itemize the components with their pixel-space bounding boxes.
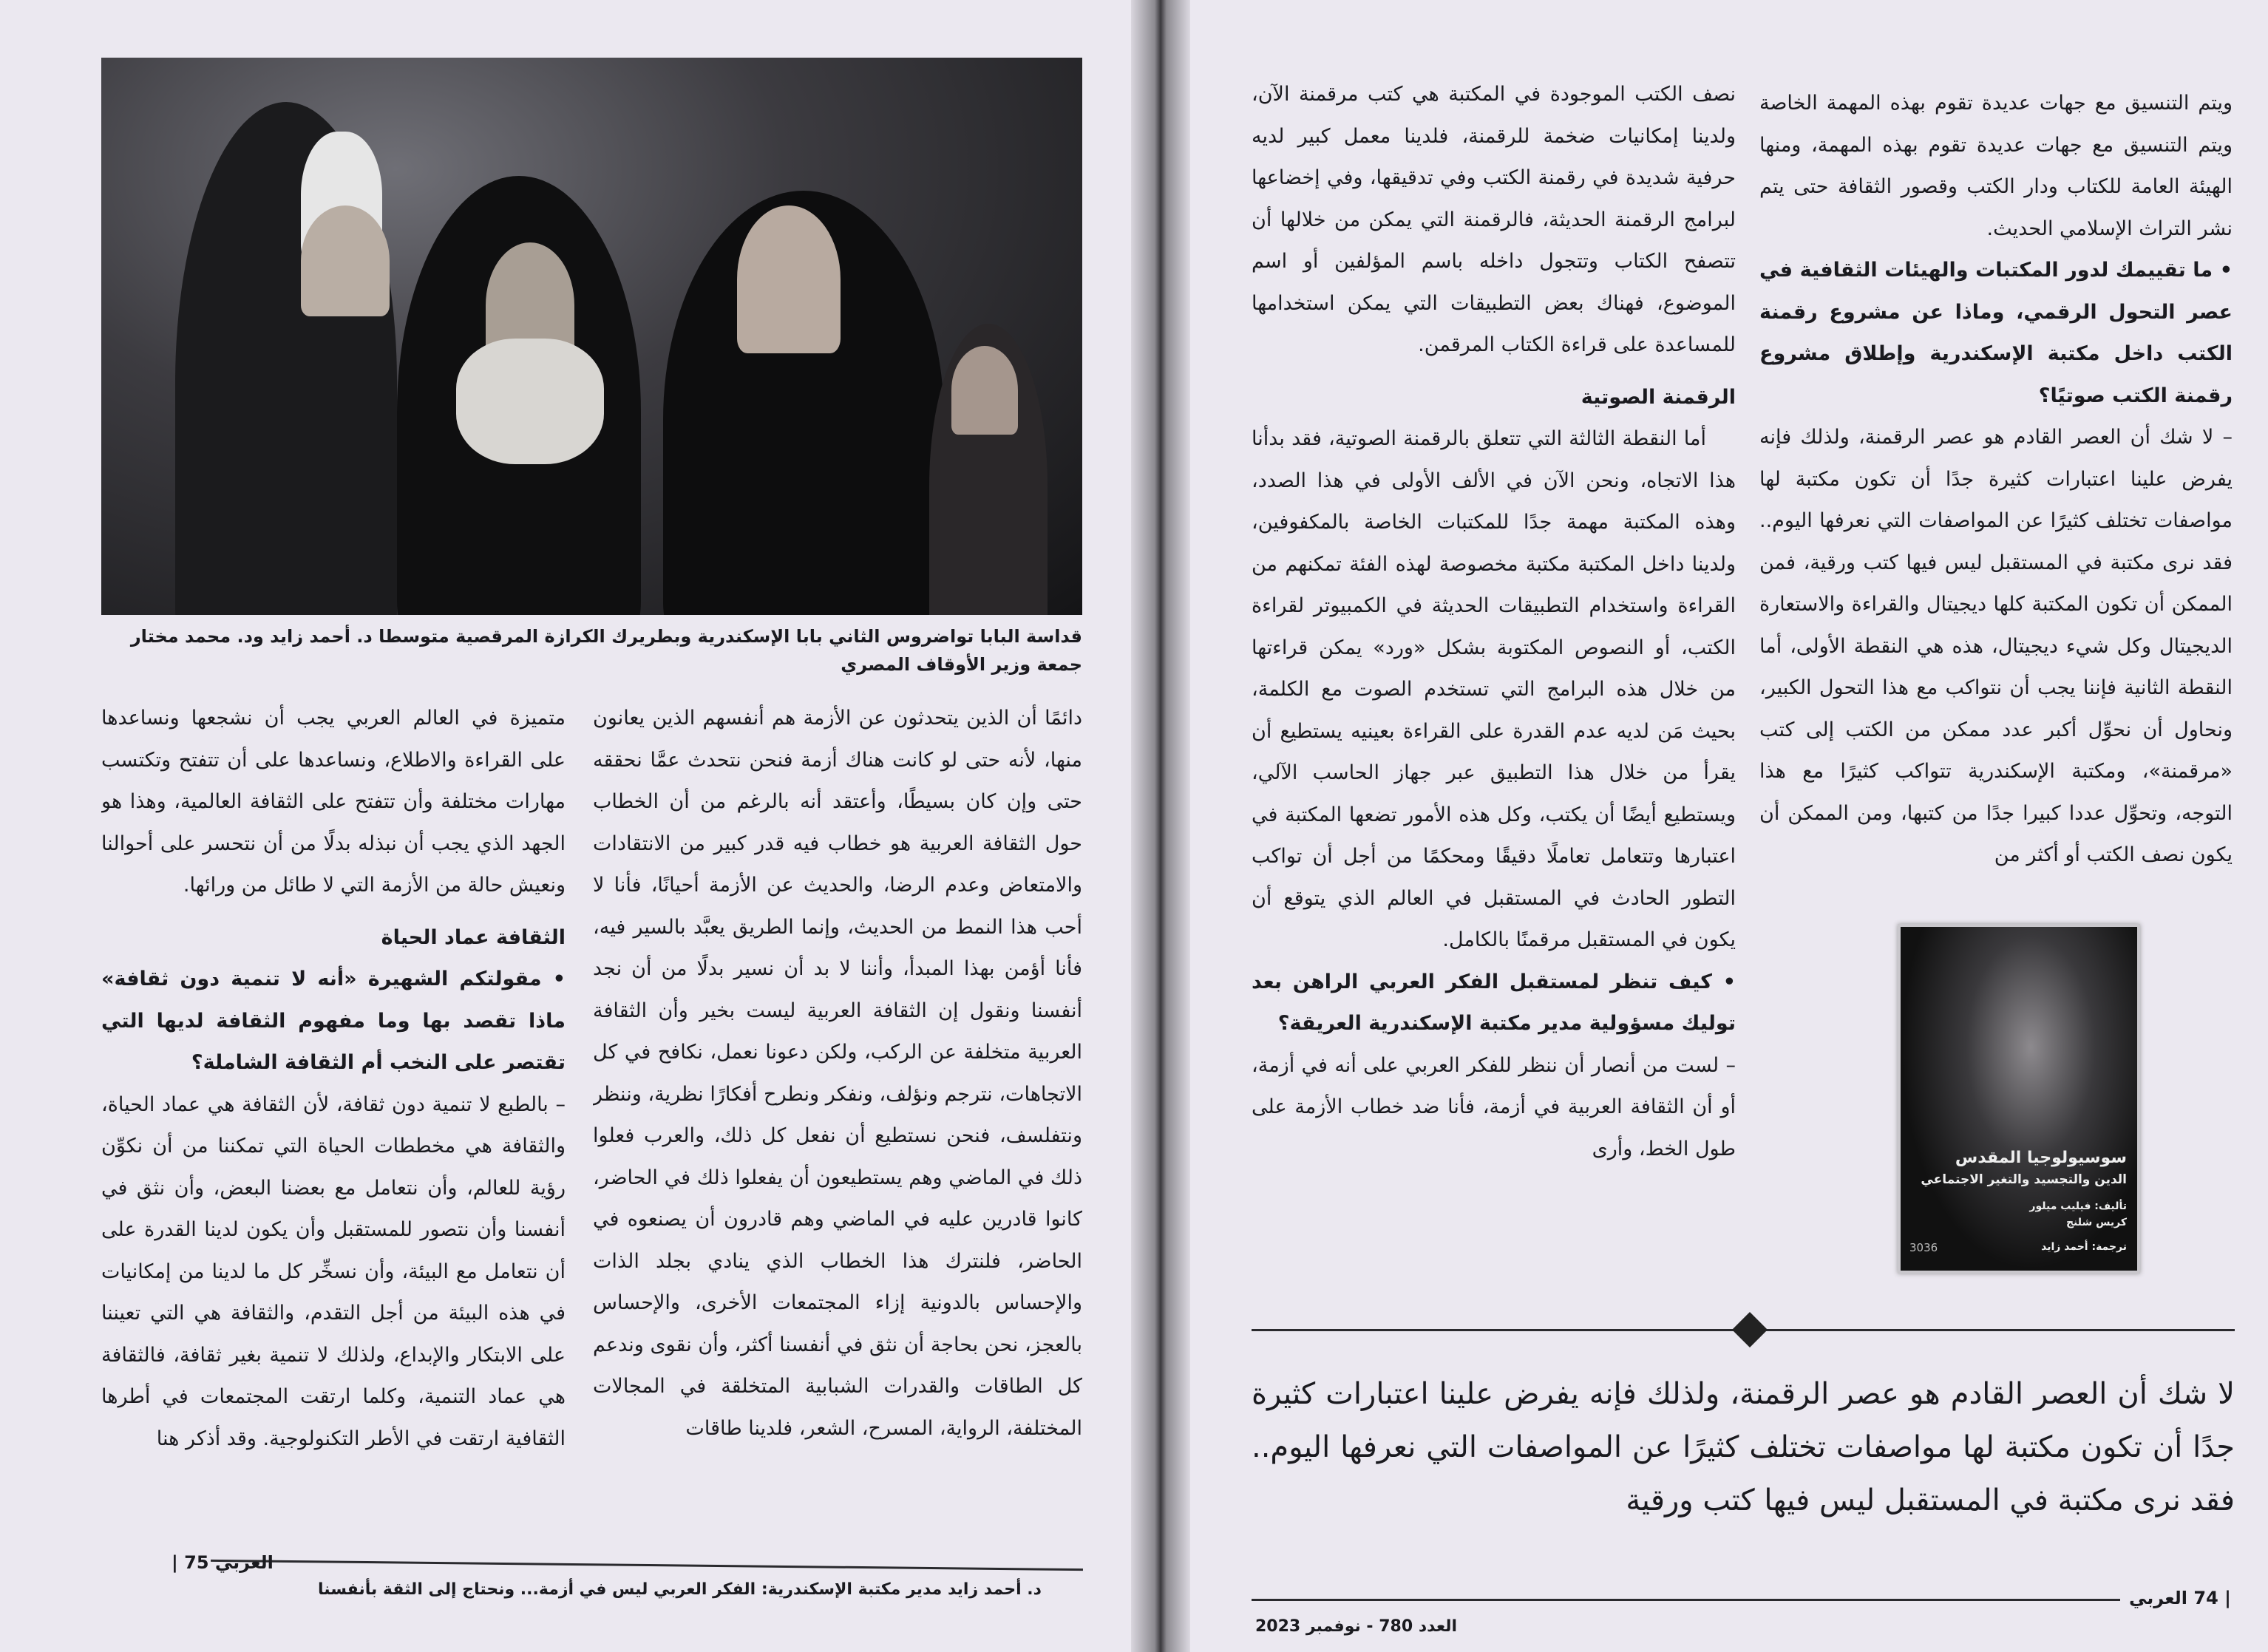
section-heading: الثقافة عماد الحياة [381, 925, 566, 949]
pull-quote: لا شك أن العصر القادم هو عصر الرقمنة، ولذلك فإنه يفرض علينا اعتبارات كثيرة جدًا أن تكون مكتبة لها مواصفات تختلف كثيرًا عن المواصفات التي نعرفها اليوم.. فقد نرى مكتبة في المستقبل ليس فيها كتب ورقية [1252, 1377, 2235, 1517]
page-number-75: العربي 75 | [172, 1552, 274, 1573]
photo-face-left [301, 205, 390, 316]
footer-rule [1252, 1599, 2120, 1601]
left-page-column-right [593, 698, 1082, 1544]
running-title: د. أحمد زايد مدير مكتبة الإسكندرية: الفكر العربي ليس في أزمة... ونحتاج إلى الثقة بأنفسنا [318, 1580, 1042, 1599]
issue-date: العدد 780 - نوفمبر 2023 [1255, 1617, 1458, 1636]
book-subtitle: الدين والتجسيد والتغير الاجتماعي [1921, 1172, 2127, 1187]
book-spine [1131, 0, 1190, 1652]
photo-beard [456, 339, 604, 464]
book-series-number: 3036 [1909, 1241, 1938, 1254]
paragraph: دائمًا أن الذين يتحدثون عن الأزمة هم أنفسهم الذين يعانون منها، لأنه حتى لو كانت هناك أزمة فنحن نتحدث عمَّا نحققه حتى وإن كان بسيطًا، وأعتقد أنه بالرغم من أن الخطاب حول الثقافة العربية هو خطاب فيه قدر كبير من الانتقادات والامتعاض وعدم الرضا، والحديث عن الأزمة أحيانًا، فأنا لا أحب هذا النمط من الحديث، وإنما الطريق يعبَّد بالسير فيه، فأنا أؤمن بهذا المبدأ، وأننا لا بد أن نسير بدلًا من أن نجد أنفسنا ونقول إن الثقافة العربية ليست بخير وأن الثقافة العربية متخلفة عن الركب، ولكن دعونا نعمل، نكافح في كل الاتجاهات، نترجم ونؤلف، ونفكر ونطرح أفكارًا نظرية، وننظر ونتفلسف، فنحن نستطيع أن نفعل كل ذلك، والعرب فعلوا ذلك في الماضي وهم يستطيعون أن يفعلوا ذلك في الحاضر، كانوا قادرين عليه في الماضي وهم قادرون أن يصنعوه في الحاضر، فلنترك هذا الخطاب الذي ينادي بجلد الذات والإحساس بالدونية إزاء المجتمعات الأخرى، والإحساس بالعجز، نحن بحاجة أن نثق في أنفسنا أكثر، وأن نقوى وندعم كل الطاقات والقدرات الشبابية المتخلقة في المجالات المختلفة، الرواية، المسرح، الشعر، فلدينا طاقات [593, 707, 1082, 1440]
page-number: 75 [184, 1552, 209, 1573]
right-page-column-middle [1252, 74, 1736, 1316]
photo-face-right [737, 205, 841, 353]
photo-face-woman [951, 346, 1018, 435]
section-heading: الرقمنة الصوتية [1581, 385, 1736, 409]
left-page-column-left [101, 698, 566, 1544]
book-cover-image [1898, 924, 2140, 1274]
page-number-74: | 74 العربي [2129, 1588, 2231, 1608]
paragraph: متميزة في العالم العربي يجب أن نشجعها ونساعدها على القراءة والاطلاع، ونساعدها على أن تتفتح وتكتسب مهارات مختلفة وأن تتفتح على الثقافة العالمية، وهذا هو الجهد الذي يجب أن نبذله بدلًا من أن نتحسر على أحوالنا ونعيش حالة من الأزمة التي لا طائل من ورائها. [101, 707, 566, 897]
right-page-column-right [1759, 83, 2233, 933]
interview-question: • مقولتكم الشهيرة «أنه لا تنمية دون ثقافة» ماذا تقصد بها وما مفهوم الثقافة لديها التي تقتصر على النخب أم الثقافة الشاملة؟ [101, 968, 566, 1074]
book-authors: تأليف: فيليب ميلور [2029, 1200, 2127, 1212]
interview-question: • كيف تنظر لمستقبل الفكر العربي الراهن بعد توليك مسؤولية مدير مكتبة الإسكندرية العريقة؟ [1252, 970, 1736, 1035]
interview-question: • ما تقييمك لدور المكتبات والهيئات الثقافية في عصر التحول الرقمي، وماذا عن مشروع رقمنة الكتب داخل مكتبة الإسكندرية وإطلاق مشروع رقمنة الكتب صوتيًا؟ [1759, 259, 2233, 407]
book-translator: ترجمة: أحمد زايد [2041, 1241, 2127, 1253]
page-number: 74 [2193, 1588, 2218, 1608]
paragraph: – بالطبع لا تنمية دون ثقافة، لأن الثقافة هي عماد الحياة، والثقافة هي مخططات الحياة التي تمكننا من أن نكوِّن رؤية للعالم، وأن نتعامل مع بعضنا البعض، وأن نثق في أنفسنا وأن نتصور للمستقبل وأن يكون لدينا القدرة على أن نتعامل مع البيئة، وأن نسخِّر كل ما لدينا من إمكانيات في هذه البيئة من أجل التقدم، والثقافة هي التي تعيننا على الابتكار والإبداع، ولذلك لا تنمية بغير ثقافة، فالثقافة هي عماد التنمية، وكلما ارتقت المجتمعات في أطرها الثقافية ارتقت في الأطر التكنولوجية. وقد أذكر هنا [101, 1092, 566, 1450]
magazine-name: العربي [214, 1552, 274, 1573]
book-authors-2: كريس شلنج [2065, 1217, 2127, 1228]
paragraph: – لست من أنصار أن ننظر للفكر العربي على أنه في أزمة، أو أن الثقافة العربية في أزمة، فأنا ضد خطاب الأزمة على طول الخط، وأرى [1252, 1053, 1736, 1160]
paragraph: – لا شك أن العصر القادم هو عصر الرقمنة، ولذلك فإنه يفرض علينا اعتبارات كثيرة جدًا أن تكون مكتبة لها مواصفات تختلف كثيرًا عن المواصفات التي نعرفها اليوم.. فقد نرى مكتبة في المستقبل ليس فيها كتب ورقية، فمن الممكن أن تكون المكتبة كلها ديجيتال والقراءة والاستعارة الديجيتال وكل شيء ديجيتال، هذه هي النقطة الأولى، أما النقطة الثانية فإننا يجب أن نتواكب مع هذا التحول الكبير، ونحاول أن نحوِّل أكبر عدد ممكن من الكتب إلى كتب «مرقمنة»، ومكتبة الإسكندرية تتواكب كثيرًا مع هذا التوجه، وتحوِّل عددا كبيرا جدًا من كتبها، ومن الممكن أن يكون نصف الكتب أو أكثر من [1759, 426, 2233, 866]
photo-caption: قداسة البابا تواضروس الثاني بابا الإسكندرية وبطريرك الكرازة المرقصية متوسطا د. أحمد زايد ود. محمد مختار جمعة وزير الأوقاف المصري [130, 626, 1082, 675]
paragraph: ويتم التنسيق مع جهات عديدة تقوم بهذه المهمة الخاصة ويتم التنسيق مع جهات عديدة تقوم بهذه المهمة، ومنها الهيئة العامة للكتاب ودار الكتب وقصور الثقافة حتى يتم نشر التراث الإسلامي الحديث. [1759, 92, 2233, 240]
magazine-name: العربي [2129, 1588, 2188, 1608]
book-title: سوسيولوجيا المقدس [1955, 1149, 2127, 1167]
event-photo [101, 58, 1082, 615]
paragraph: نصف الكتب الموجودة في المكتبة هي كتب مرقمنة الآن، ولدينا إمكانيات ضخمة للرقمنة، فلدينا معمل كبير لديه حرفية شديدة في رقمنة الكتب وفي تدقيقها، وفي إخضاعها لبرامج الرقمنة الحديثة، فالرقمنة التي يمكن من خلالها أن تتصفح الكتاب وتتجول داخله باسم المؤلفين أو اسم الموضوع، فهناك بعض التطبيقات التي يمكن استخدامها للمساعدة على قراءة الكتاب المرقمن. [1252, 83, 1736, 356]
paragraph: أما النقطة الثالثة التي تتعلق بالرقمنة الصوتية، فقد بدأنا هذا الاتجاه، ونحن الآن في الألف الأولى في هذا الصدد، وهذه المكتبة مهمة جدًا للمكتبات الخاصة بالمكفوفين، ولدينا داخل المكتبة مكتبة مخصوصة لهذه الفئة تمكنهم من القراءة واستخدام التطبيقات الحديثة في الكمبيوتر لقراءة الكتب، أو النصوص المكتوبة بشكل «ورد» يمكن قراءتها من خلال هذه البرامج التي تستخدم الصوت مع الكلمة، بحيث مَن لديه عدم القدرة على القراءة بعينيه يستطيع أن يقرأ من خلال هذا التطبيق عبر جهاز الحاسب الآلي، ويستطيع أيضًا أن يكتب، وكل هذه الأمور تضعها المكتبة في اعتبارها وتتعامل تعاملًا دقيقًا ومحكمًا من أجل أن تواكب التطور الحادث في المستقبل في العالم الذي يتوقع أن يكون في المستقبل مرقمنًا بالكامل. [1252, 427, 1736, 951]
